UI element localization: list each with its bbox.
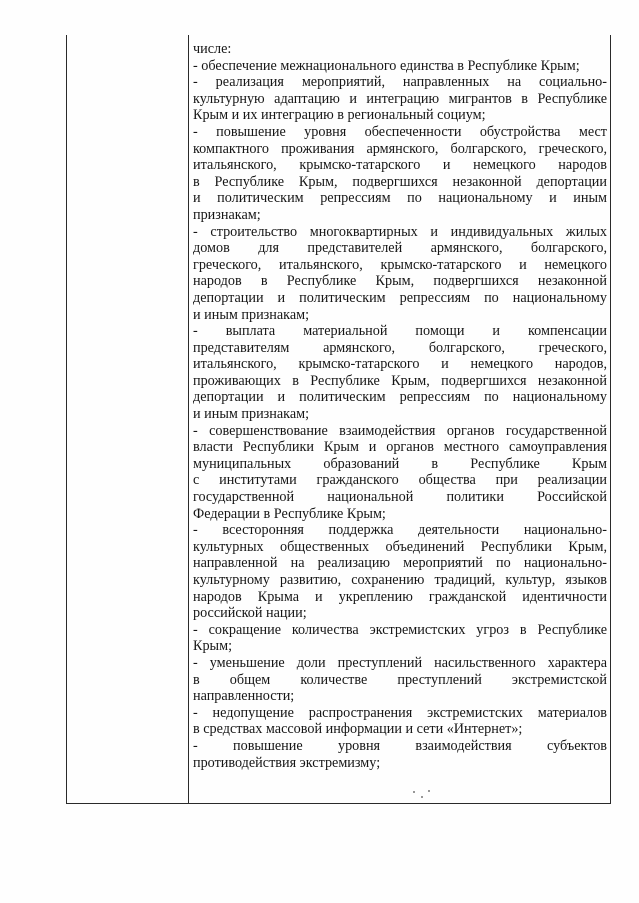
text-line: - повышение уровня обеспеченности обустройства мест bbox=[193, 123, 607, 140]
text-line: депортации и политическим репрессиям по национальному bbox=[193, 389, 607, 406]
text-line: Крым и их интеграцию в региональный социум; bbox=[193, 107, 486, 124]
text-line: - недопущение распространения экстремистских материалов bbox=[193, 704, 607, 721]
list-item bbox=[193, 655, 607, 705]
text-line: направленности; bbox=[193, 688, 295, 705]
list-item bbox=[193, 738, 607, 771]
text-line: государственной национальной политики Российской bbox=[193, 489, 607, 506]
text-line: культурную адаптацию и интеграцию мигрантов в Республике bbox=[193, 90, 607, 107]
text-line: противодействия экстремизму; bbox=[193, 754, 381, 771]
text-line: признакам; bbox=[193, 206, 261, 223]
text-line: и иным признакам; bbox=[193, 306, 310, 323]
table-left-cell bbox=[67, 35, 188, 803]
scan-speck bbox=[421, 796, 423, 798]
text-line: и политическим репрессиям по национальному и иным bbox=[193, 190, 607, 207]
text-line: российской нации; bbox=[193, 605, 307, 622]
text-line: - совершенствование взаимодействия органов государственной bbox=[193, 422, 607, 439]
text-line: в общем количестве преступлений экстремистской bbox=[193, 671, 607, 688]
text-line: греческого, итальянского, крымско-татарского и немецкого bbox=[193, 256, 607, 273]
text-line: итальянского, крымско-татарского и немецкого народов bbox=[193, 157, 607, 174]
list-item bbox=[193, 74, 607, 124]
list-item bbox=[193, 423, 607, 523]
text-line: и иным признакам; bbox=[193, 406, 310, 423]
document-table bbox=[66, 35, 611, 804]
text-line: - строительство многоквартирных и индивидуальных жилых bbox=[193, 223, 607, 240]
text-line: в средствах массовой информации и сети «Интернет»; bbox=[193, 721, 523, 738]
text-line: Крым; bbox=[193, 638, 233, 655]
text-line: депортации и политическим репрессиям по национальному bbox=[193, 289, 607, 306]
text-line: - реализация мероприятий, направленных на социально- bbox=[193, 74, 607, 91]
text-line: народов в Республике Крым, подвергшихся незаконной bbox=[193, 273, 607, 290]
text-line: культурных общественных объединений Республики Крым, bbox=[193, 538, 607, 555]
text-line: власти Республики Крым и органов местного самоуправления bbox=[193, 439, 607, 456]
text-line: Федерации в Республике Крым; bbox=[193, 505, 386, 522]
scan-speck bbox=[413, 791, 415, 793]
text-line: с институтами гражданского общества при реализации bbox=[193, 472, 607, 489]
table-right-cell bbox=[193, 41, 607, 771]
list-item bbox=[193, 622, 607, 655]
list-item bbox=[193, 41, 607, 58]
scan-speck bbox=[428, 790, 430, 792]
text-line: культурному развитию, сохранению традиций, культур, языков bbox=[193, 572, 607, 588]
text-line: - выплата материальной помощи и компенсации bbox=[193, 323, 607, 340]
text-line: числе: bbox=[193, 41, 232, 57]
text-line: народов Крыма и укреплению гражданской идентичности bbox=[193, 588, 607, 605]
text-line: в Республике Крым, подвергшихся незаконной депортации bbox=[193, 173, 607, 190]
text-line: - обеспечение межнационального единства в Республике Крым; bbox=[193, 57, 580, 74]
text-line: - сокращение количества экстремистских угроз в Республике bbox=[193, 621, 607, 638]
list-item bbox=[193, 323, 607, 423]
text-line: итальянского, крымско-татарского и немецкого народов, bbox=[193, 356, 607, 373]
text-line: - уменьшение доли преступлений насильственного характера bbox=[193, 654, 607, 671]
list-item bbox=[193, 58, 607, 75]
text-line: представителям армянского, болгарского, греческого, bbox=[193, 339, 607, 356]
text-line: муниципальных образований в Республике Крым bbox=[193, 455, 607, 472]
list-item bbox=[193, 522, 607, 622]
text-line: компактного проживания армянского, болгарского, греческого, bbox=[193, 140, 607, 157]
text-line: направленной на реализацию мероприятий по национально- bbox=[193, 555, 607, 572]
list-item bbox=[193, 705, 607, 738]
text-line: - всесторонняя поддержка деятельности национально- bbox=[193, 522, 607, 539]
list-item bbox=[193, 224, 607, 324]
text-line: - повышение уровня взаимодействия субъектов bbox=[193, 737, 607, 754]
text-line: домов для представителей армянского, болгарского, bbox=[193, 240, 607, 257]
text-line: проживающих в Республике Крым, подвергшихся незаконной bbox=[193, 372, 607, 389]
list-item bbox=[193, 124, 607, 224]
table-column-divider bbox=[188, 35, 189, 803]
